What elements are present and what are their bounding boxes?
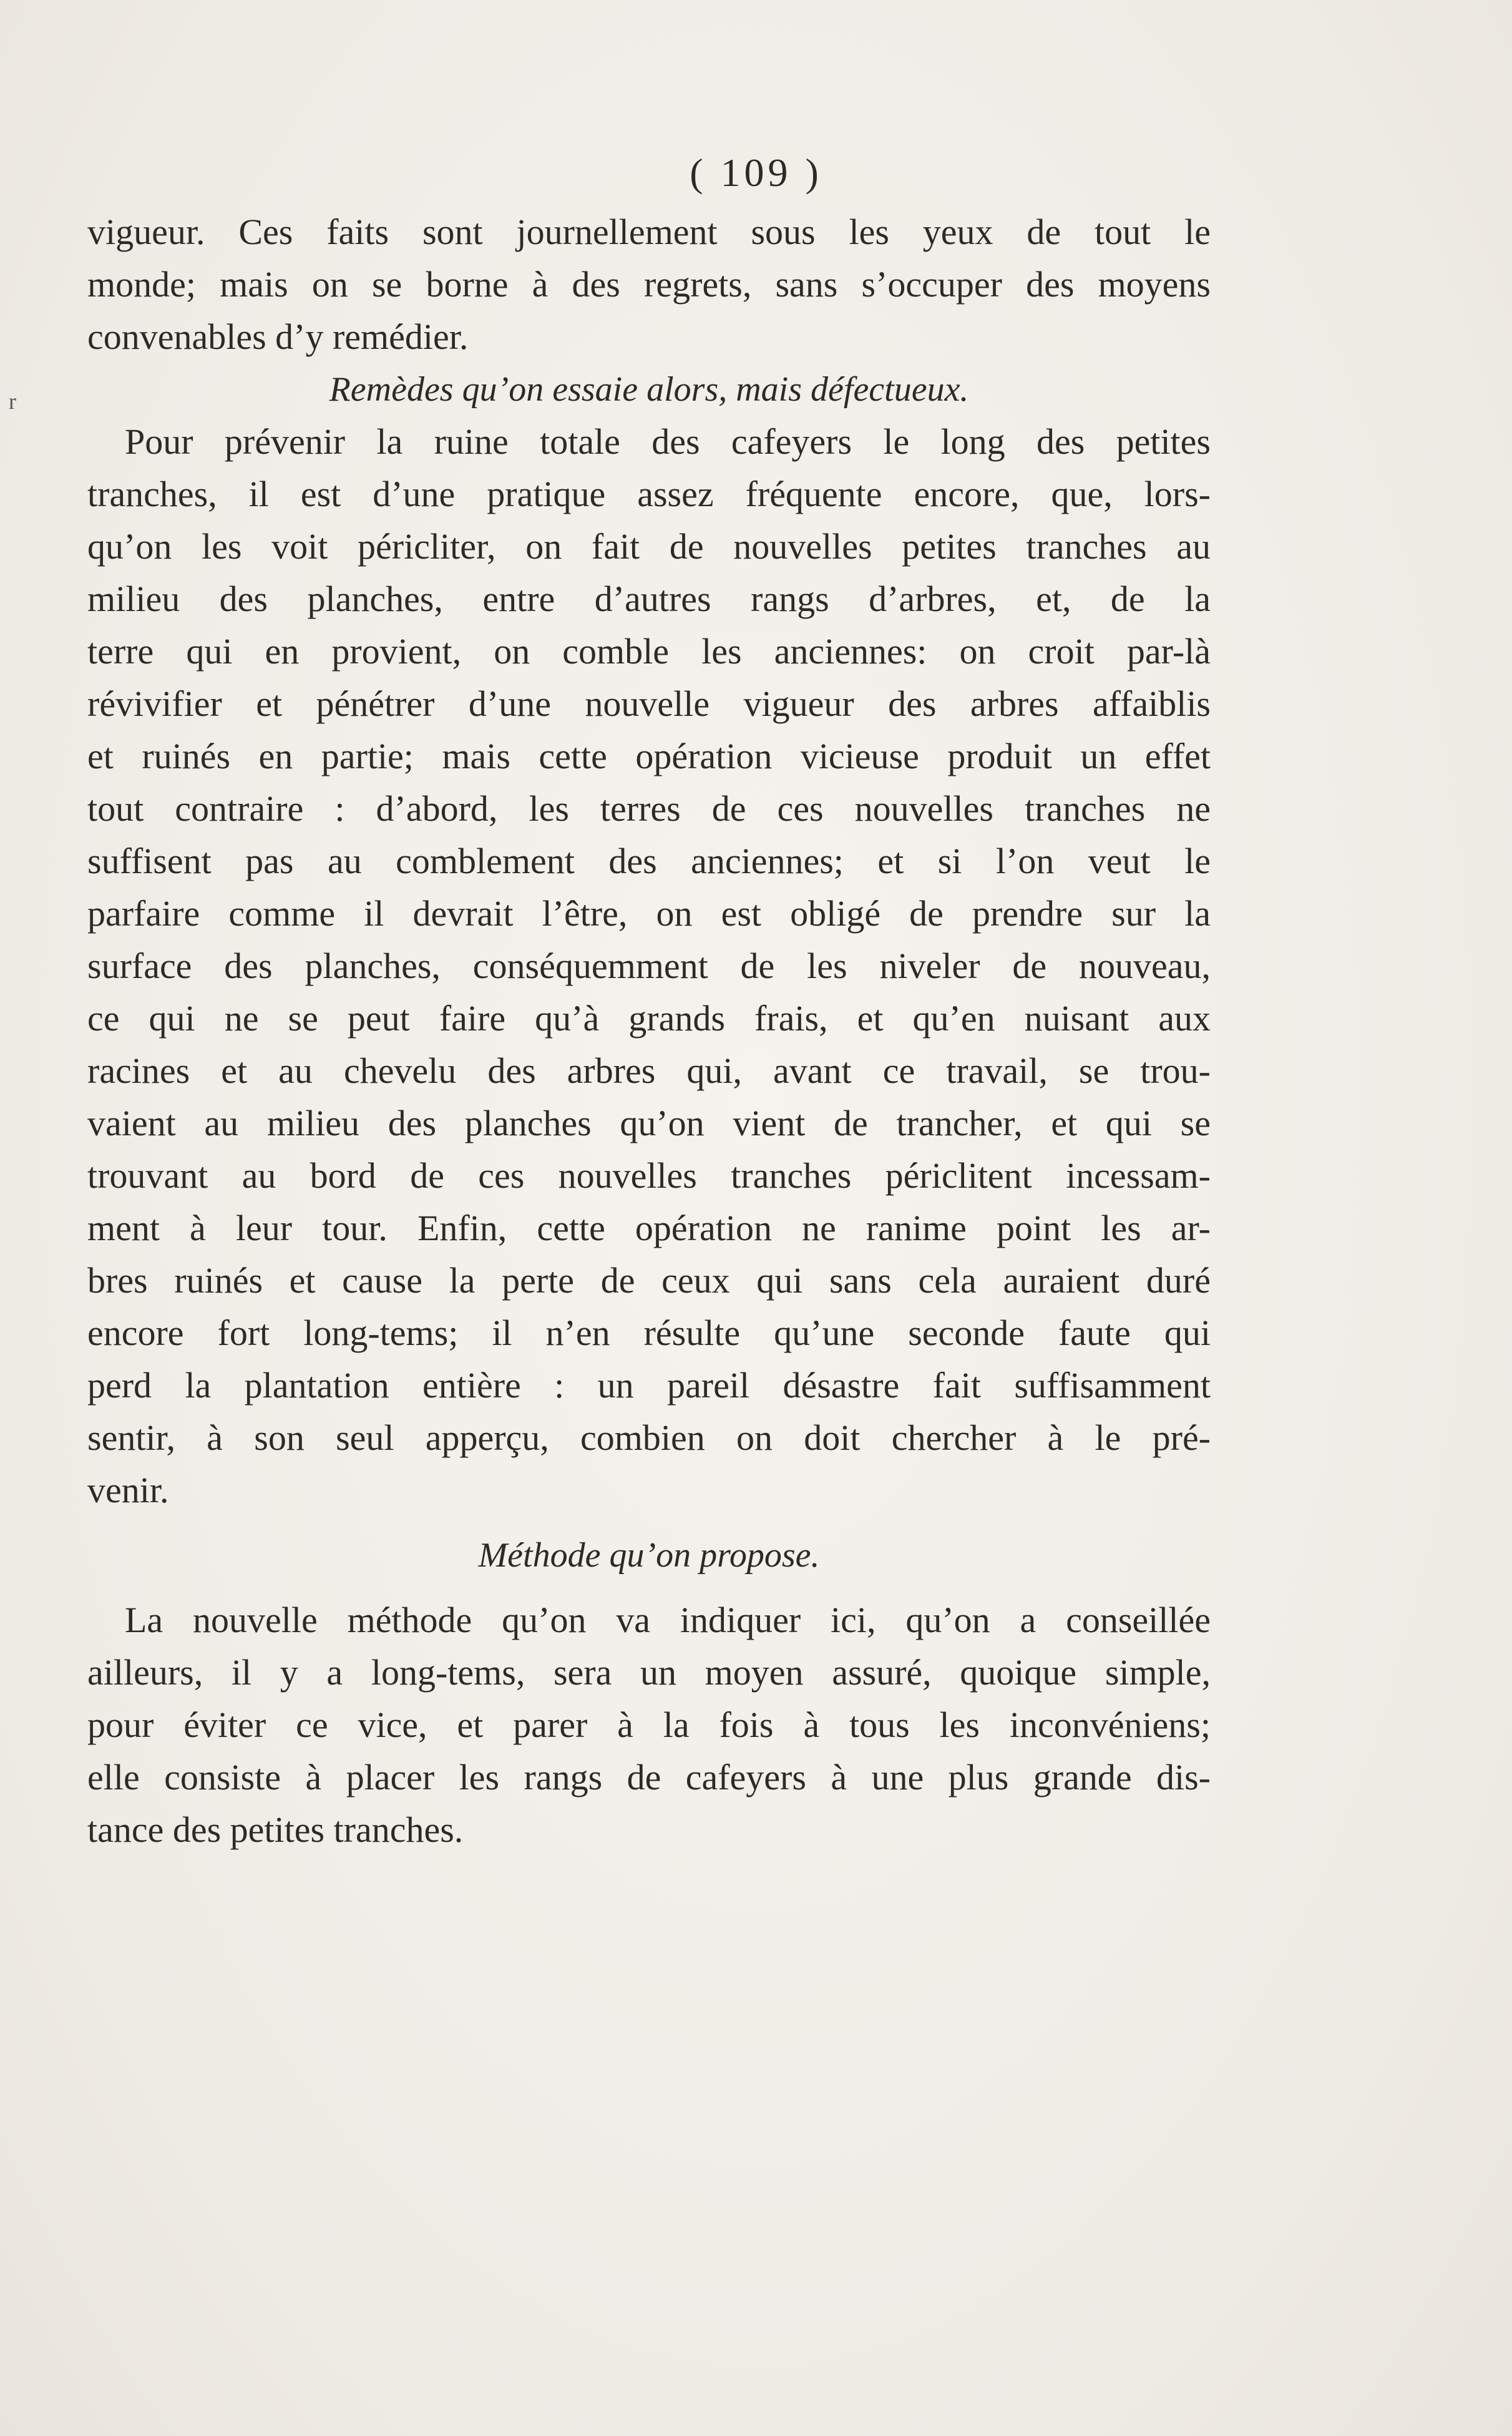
text-line: et ruinés en partie; mais cette opération vicieuse produit un effet	[87, 736, 1211, 776]
text-line: surface des planches, conséquemment de les niveler de nouveau,	[87, 946, 1211, 986]
text-line: monde; mais on se borne à des regrets, sans s’occuper des moyens	[87, 264, 1211, 305]
text-line: ailleurs, il y a long-tems, sera un moyen assuré, quoique simple,	[87, 1652, 1211, 1693]
text-line: ce qui ne se peut faire qu’à grands frais, et qu’en nuisant aux	[87, 998, 1211, 1039]
text-line: terre qui en provient, on comble les anciennes: on croit par-là	[87, 631, 1211, 672]
margin-mark: r	[9, 389, 16, 414]
text-line: qu’on les voit péricliter, on fait de nouvelles petites tranches au	[87, 526, 1211, 567]
text-line: convenables d’y remédier.	[87, 316, 469, 357]
spacer	[87, 1517, 1211, 1529]
text-line: milieu des planches, entre d’autres rangs d’arbres, et, de la	[87, 579, 1211, 619]
text-line: elle consiste à placer les rangs de cafeyers à une plus grande dis-	[87, 1757, 1211, 1798]
text-line: venir.	[87, 1470, 169, 1510]
text-line: suffisent pas au comblement des anciennes; et si l’on veut le	[87, 841, 1211, 881]
text-line: vaient au milieu des planches qu’on vient de trancher, et qui se	[87, 1103, 1211, 1143]
text-line: bres ruinés et cause la perte de ceux qui sans cela auraient duré	[87, 1260, 1211, 1301]
section-heading-remedes: Remèdes qu’on essaie alors, mais défectueux.	[329, 370, 969, 409]
text-line: ment à leur tour. Enfin, cette opération ne ranime point les ar-	[87, 1208, 1211, 1248]
text-block	[87, 206, 1211, 1856]
page-number: ( 109 )	[690, 150, 822, 195]
text-line: tance des petites tranches.	[87, 1809, 464, 1850]
text-line: tranches, il est d’une pratique assez fréquente encore, que, lors-	[87, 474, 1211, 514]
section-heading-methode: Méthode qu’on propose.	[478, 1536, 820, 1575]
text-line: Pour prévenir la ruine totale des cafeyers le long des petites	[125, 421, 1211, 462]
text-line: tout contraire : d’abord, les terres de ces nouvelles tranches ne	[87, 788, 1211, 829]
text-line: révivifier et pénétrer d’une nouvelle vigueur des arbres affaiblis	[87, 683, 1211, 724]
text-line: racines et au chevelu des arbres qui, avant ce travail, se trou-	[87, 1050, 1211, 1091]
text-line: sentir, à son seul apperçu, combien on doit chercher à le pré-	[87, 1417, 1211, 1458]
spacer	[87, 1582, 1211, 1594]
paragraph-1	[87, 206, 1211, 363]
text-line: vigueur. Ces faits sont journellement sous les yeux de tout le	[87, 212, 1211, 252]
text-line: La nouvelle méthode qu’on va indiquer ici, qu’on a conseillée	[125, 1600, 1211, 1640]
paragraph-2	[87, 416, 1211, 1517]
text-line: perd la plantation entière : un pareil désastre fait suffisamment	[87, 1365, 1211, 1406]
text-line: trouvant au bord de ces nouvelles tranches périclitent incessam-	[87, 1155, 1211, 1196]
paragraph-3	[87, 1594, 1211, 1856]
text-line: pour éviter ce vice, et parer à la fois à tous les inconvéniens;	[87, 1705, 1211, 1745]
text-line: parfaire comme il devrait l’être, on est obligé de prendre sur la	[87, 893, 1211, 934]
text-line: encore fort long-tems; il n’en résulte qu’une seconde faute qui	[87, 1313, 1211, 1353]
